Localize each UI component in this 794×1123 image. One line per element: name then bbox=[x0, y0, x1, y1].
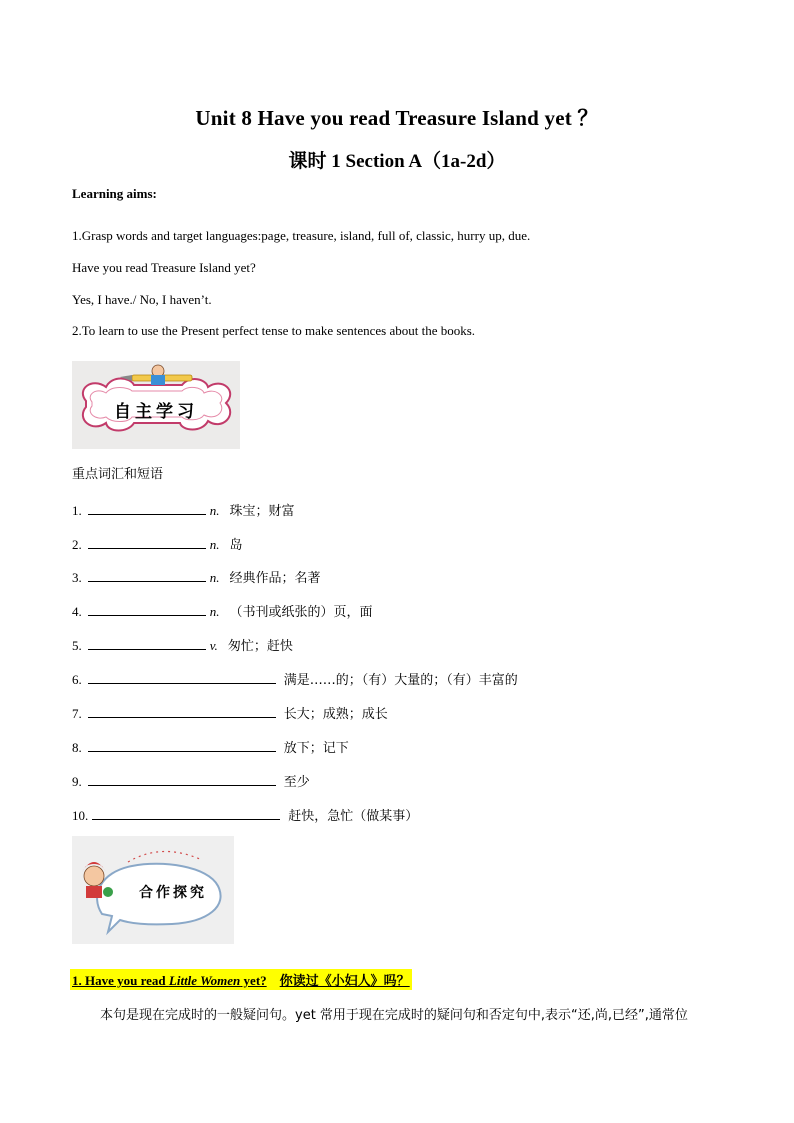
vocab-item bbox=[72, 567, 321, 586]
vocab-number: 9. bbox=[72, 774, 82, 789]
section1-paragraph: 本句是现在完成时的一般疑问句。yet 常用于现在完成时的疑问句和否定句中,表示“还,尚,已经”,通常位 bbox=[100, 1008, 688, 1023]
vocab-meaning: （书刊或纸张的）页，面 bbox=[229, 605, 373, 620]
vocab-item bbox=[72, 703, 388, 722]
section1-question bbox=[70, 969, 412, 990]
vocab-meaning: 满是……的；（有）大量的；（有）丰富的 bbox=[283, 673, 518, 688]
vocab-meaning: 经典作品；名著 bbox=[229, 571, 321, 586]
vocab-part-of-speech: n. bbox=[209, 503, 220, 518]
section1-q-cn: 你读过《小妇人》吗？ bbox=[279, 974, 410, 989]
vocab-meaning: 珠宝；财富 bbox=[229, 504, 295, 519]
section1-q-suffix: yet? bbox=[240, 973, 267, 988]
page-subtitle: 课时 1 Section A（1a-2d） bbox=[288, 151, 506, 172]
vocab-meaning: 赶快，急忙（做某事） bbox=[288, 809, 419, 824]
vocab-answer-blank[interactable] bbox=[92, 807, 280, 820]
aim-line-1: 1.Grasp words and target languages:page, treasure, island, full of, classic, hurry up, due. bbox=[72, 228, 531, 243]
vocab-meaning: 长大；成熟；成长 bbox=[283, 707, 388, 722]
vocab-meaning: 至少 bbox=[283, 775, 310, 790]
self-study-badge bbox=[72, 361, 240, 449]
vocab-answer-blank[interactable] bbox=[88, 739, 276, 752]
section1-q-prefix: 1. Have you read bbox=[72, 973, 169, 988]
vocab-item bbox=[72, 771, 310, 790]
aim-line-4: 2.To learn to use the Present perfect tense to make sentences about the books. bbox=[72, 323, 476, 338]
vocab-meaning: 放下；记下 bbox=[283, 741, 349, 756]
vocab-answer-blank[interactable] bbox=[88, 536, 206, 549]
vocab-number: 4. bbox=[72, 604, 82, 619]
vocab-number: 8. bbox=[72, 740, 82, 755]
vocab-answer-blank[interactable] bbox=[88, 671, 276, 684]
vocab-part-of-speech: n. bbox=[209, 604, 220, 619]
vocab-number: 1. bbox=[72, 503, 82, 518]
cooperate-badge bbox=[72, 836, 234, 944]
cooperate-label: 合作探究 bbox=[139, 885, 207, 901]
vocab-part-of-speech: n. bbox=[209, 570, 220, 585]
vocab-item bbox=[72, 737, 349, 756]
vocab-item bbox=[72, 534, 243, 553]
vocab-heading: 重点词汇和短语 bbox=[72, 467, 164, 482]
vocab-item bbox=[72, 635, 293, 654]
vocab-number: 10. bbox=[72, 808, 89, 823]
vocab-number: 5. bbox=[72, 638, 82, 653]
vocab-answer-blank[interactable] bbox=[88, 705, 276, 718]
vocab-part-of-speech: v. bbox=[209, 638, 218, 653]
vocab-meaning: 岛 bbox=[229, 538, 243, 553]
aim-line-3: Yes, I have./ No, I haven’t. bbox=[72, 292, 212, 307]
learning-aims-heading: Learning aims: bbox=[72, 186, 157, 201]
self-study-label: 自主学习 bbox=[114, 402, 198, 422]
page-title: Unit 8 Have you read Treasure Island yet ？ bbox=[195, 106, 599, 130]
vocab-answer-blank[interactable] bbox=[88, 502, 206, 515]
vocab-part-of-speech: n. bbox=[209, 537, 220, 552]
vocab-answer-blank[interactable] bbox=[88, 773, 276, 786]
aim-line-2: Have you read Treasure Island yet? bbox=[72, 260, 256, 275]
vocab-answer-blank[interactable] bbox=[88, 637, 206, 650]
vocab-meaning: 匆忙；赶快 bbox=[227, 639, 293, 654]
vocab-number: 6. bbox=[72, 672, 82, 687]
vocab-item bbox=[72, 805, 418, 824]
vocab-answer-blank[interactable] bbox=[88, 603, 206, 616]
vocab-answer-blank[interactable] bbox=[88, 569, 206, 582]
vocab-item bbox=[72, 500, 295, 519]
section1-q-book: Little Women bbox=[168, 973, 241, 988]
vocab-number: 3. bbox=[72, 570, 82, 585]
vocab-number: 7. bbox=[72, 706, 82, 721]
vocab-number: 2. bbox=[72, 537, 82, 552]
vocab-item bbox=[72, 669, 518, 688]
vocab-item bbox=[72, 601, 373, 620]
